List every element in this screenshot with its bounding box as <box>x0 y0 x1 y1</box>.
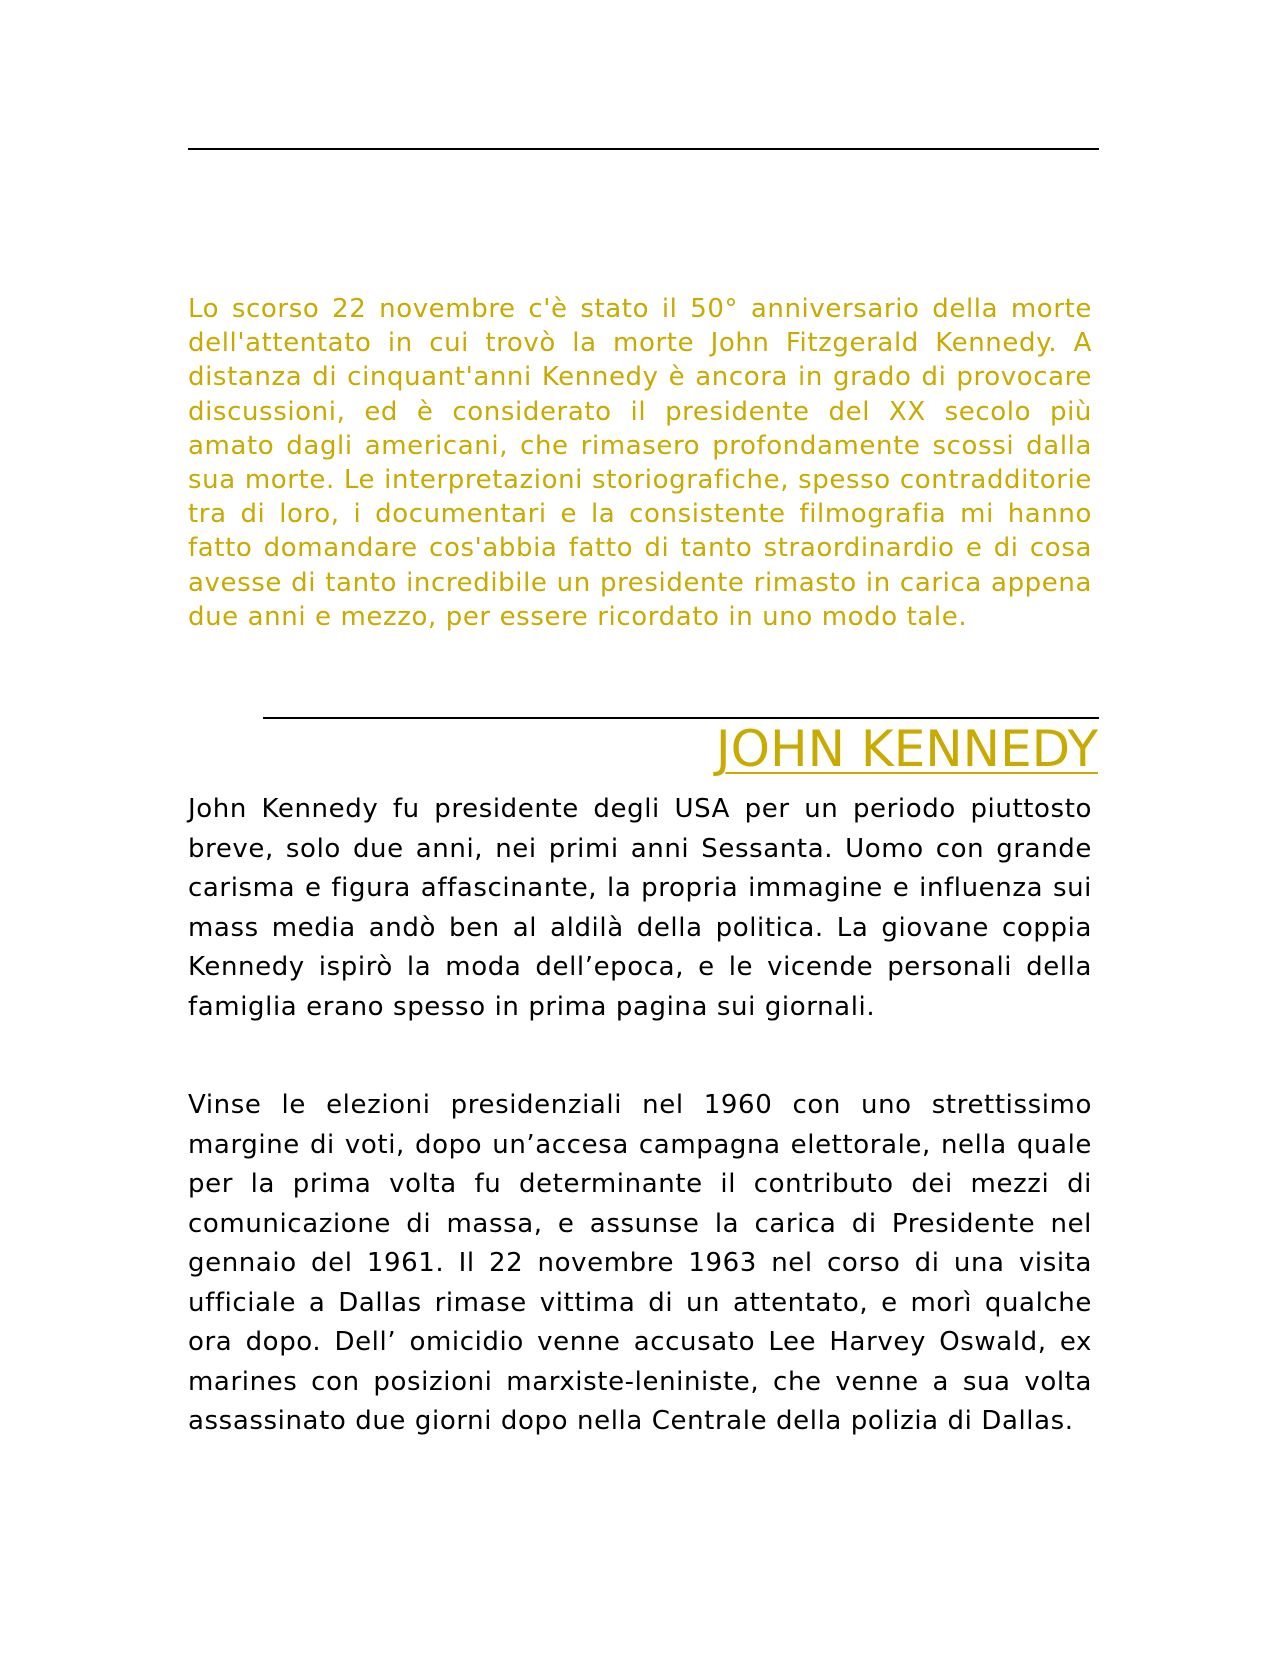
intro-paragraph: Lo scorso 22 novembre c'è stato il 50° anniversario della morte dell'attentato in cui trovò la morte John Fitzgerald Kennedy. A distanza di cinquant'anni Kennedy è ancora in grado di provocare discussioni, ed è considerato il presidente del XX secolo più amato dagli americani, che rimasero profondamente scossi dalla sua morte. Le interpretazioni storiografiche, spesso contradditorie tra di loro, i documentari e la consistente filmografia mi hanno fatto domandare cos'abbia fatto di tanto straordinardio e di cosa avesse di tanto incredibile un presidente rimasto in carica appena due anni e mezzo, per essere ricordato in uno modo tale. <box>188 294 1092 632</box>
body-paragraph-2: Vinse le elezioni presidenziali nel 1960 con uno strettissimo margine di voti, dopo un’accesa campagna elettorale, nella quale per la prima volta fu determinante il contributo dei mezzi di comunicazione di massa, e assunse la carica di Presidente nel gennaio del 1961. Il 22 novembre 1963 nel corso di una visita ufficiale a Dallas rimase vittima di un attentato, e morì qualche ora dopo. Dell’ omicidio venne accusato Lee Harvey Oswald, ex marines con posizioni marxiste-leniniste, che venne a sua volta assassinato due giorni dopo nella Centrale della polizia di Dallas. <box>188 1090 1092 1436</box>
section-title: JOHN KENNEDY <box>715 720 1098 778</box>
top-horizontal-rule <box>188 148 1099 150</box>
body-paragraph-1: John Kennedy fu presidente degli USA per un periodo piuttosto breve, solo due anni, nei primi anni Sessanta. Uomo con grande carisma e figura affascinante, la propria immagine e influenza sui mass media andò ben al aldilà della politica. La giovane coppia Kennedy ispirò la moda dell’epoca, e le vicende personali della famiglia erano spesso in prima pagina sui giornali. <box>188 794 1092 1022</box>
